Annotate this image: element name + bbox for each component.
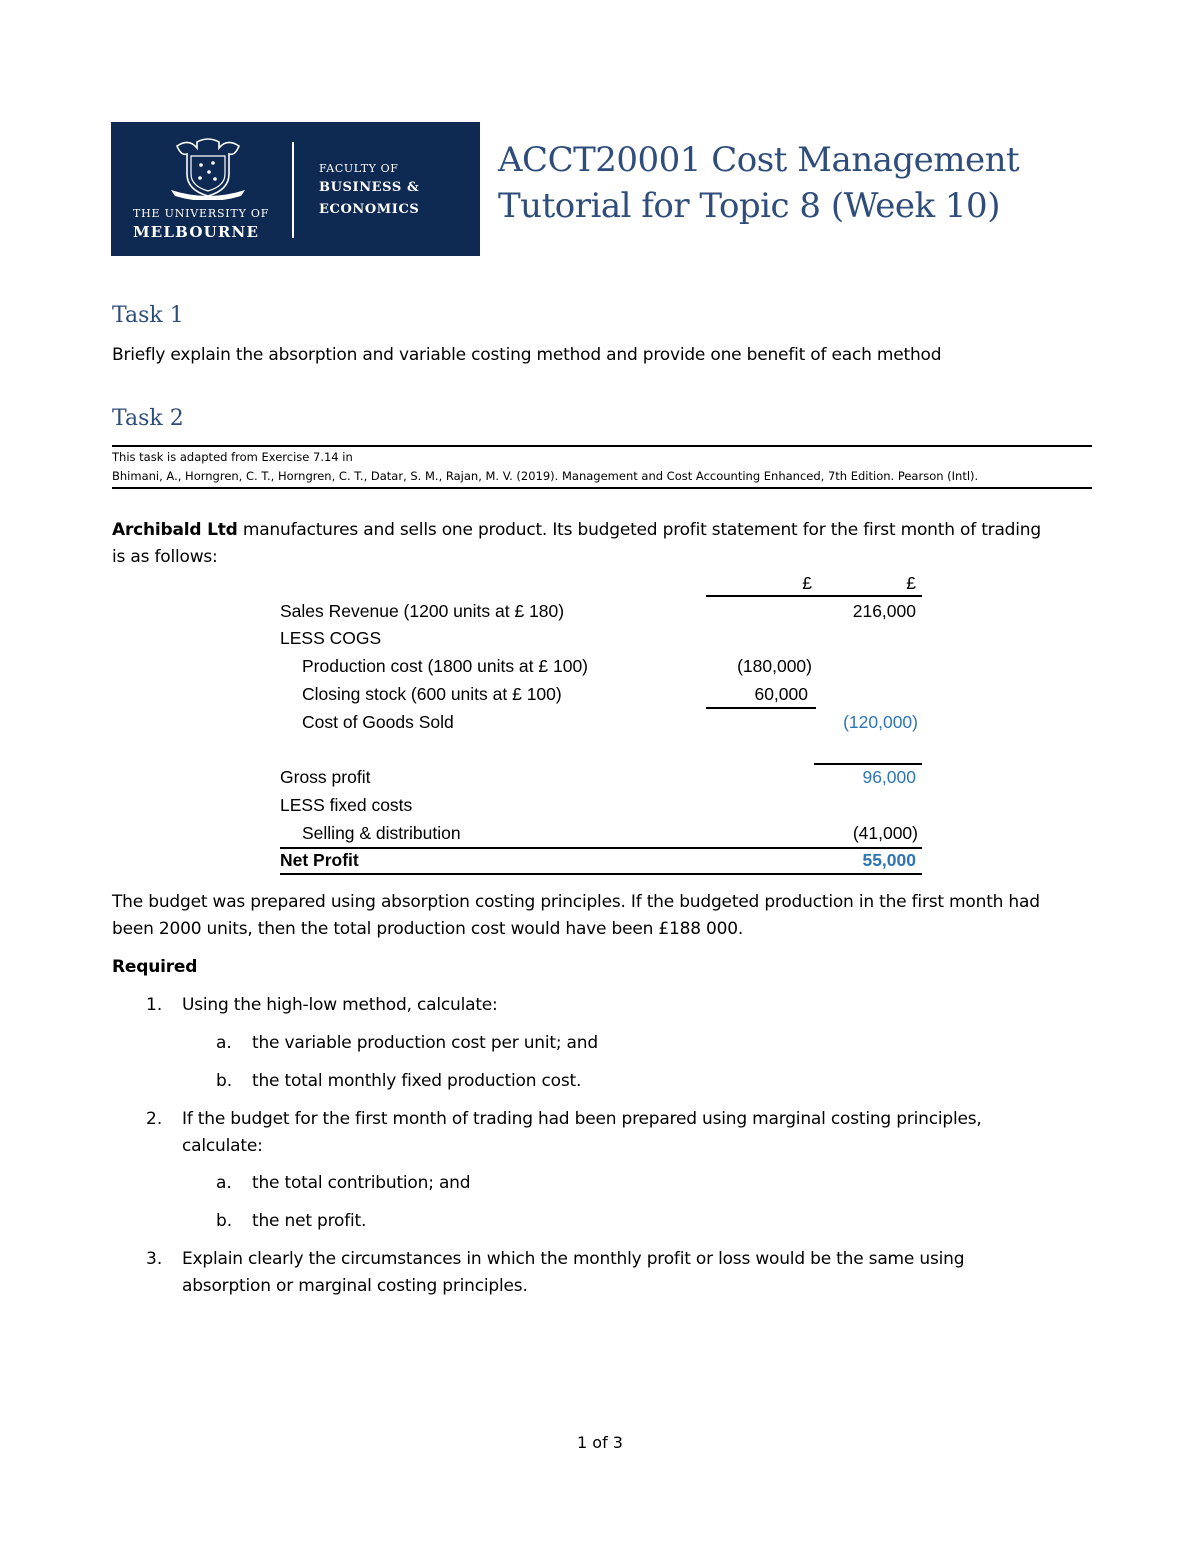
source-line-1: This task is adapted from Exercise 7.14 in	[112, 450, 353, 464]
net-profit-label: Net Profit	[280, 850, 359, 870]
question-1a-letter: a.	[216, 1033, 232, 1053]
cogs-value: (120,000)	[843, 712, 918, 732]
question-2-number: 2.	[146, 1109, 163, 1129]
faculty-line-3: ECONOMICS	[319, 202, 420, 217]
gross-profit-label: Gross profit	[280, 767, 371, 787]
university-crest-icon	[169, 138, 247, 200]
closing-underline	[706, 707, 816, 709]
header-underline	[706, 595, 922, 597]
question-3-text: Explain clearly the circumstances in which the monthly profit or loss would be the same using	[182, 1249, 965, 1269]
task2-intro-rest: manufactures and sells one product. Its budgeted profit statement for the first month of trading	[237, 520, 1041, 540]
question-1a-text: the variable production cost per unit; and	[252, 1033, 598, 1053]
selling-label: Selling & distribution	[302, 823, 461, 843]
selling-value: (41,000)	[852, 823, 918, 843]
net-profit-value: 55,000	[862, 850, 916, 870]
required-heading: Required	[112, 957, 198, 977]
task1-text: Briefly explain the absorption and variable costing method and provide one benefit of each method	[112, 345, 942, 365]
col2-header: £	[906, 573, 916, 593]
less-cogs-label: LESS COGS	[280, 628, 382, 648]
question-3-number: 3.	[146, 1249, 163, 1269]
gross-overline	[814, 763, 922, 765]
source-line-2: Bhimani, A., Horngren, C. T., Horngren, C. T., Datar, S. M., Rajan, M. V. (2019). Management and Cost Accounting Enhanced, 7th Edition. Pearson (Intl).	[112, 469, 979, 483]
net-profit-overline	[280, 847, 922, 849]
closing-stock-label: Closing stock (600 units at £ 100)	[302, 684, 562, 704]
page-title-line-1: ACCT20001 Cost Management	[498, 140, 1020, 180]
production-label: Production cost (1800 units at £ 100)	[302, 656, 589, 676]
question-2b-letter: b.	[216, 1211, 233, 1231]
university-name-big: MELBOURNE	[133, 223, 260, 241]
task2-intro-line2: is as follows:	[112, 547, 218, 567]
question-2a-letter: a.	[216, 1173, 232, 1193]
sales-label: Sales Revenue (1200 units at £ 180)	[280, 601, 565, 621]
question-1-number: 1.	[146, 995, 163, 1015]
source-bottom-rule	[112, 487, 1092, 489]
question-2b-text: the net profit.	[252, 1211, 367, 1231]
col1-header: £	[802, 573, 812, 593]
question-1b-text: the total monthly fixed production cost.	[252, 1071, 582, 1091]
question-2-text: If the budget for the first month of trading had been prepared using marginal costing principles,	[182, 1109, 982, 1129]
university-logo	[111, 122, 480, 256]
faculty-line-2: BUSINESS &	[319, 180, 420, 195]
gross-profit-value: 96,000	[862, 767, 916, 787]
task2-intro	[112, 520, 1041, 540]
budget-paragraph-line1: The budget was prepared using absorption costing principles. If the budgeted production in the first month had	[112, 892, 1040, 912]
task2-heading: Task 2	[112, 406, 184, 431]
company-name: Archibald Ltd	[112, 520, 238, 540]
task1-heading: Task 1	[112, 303, 184, 328]
net-profit-underline	[280, 873, 922, 875]
page-number: 1 of 3	[577, 1433, 623, 1452]
logo-divider	[292, 142, 294, 238]
question-1-text: Using the high-low method, calculate:	[182, 995, 498, 1015]
less-fixed-label: LESS fixed costs	[280, 795, 413, 815]
question-2-text-line2: calculate:	[182, 1136, 263, 1156]
production-value: (180,000)	[737, 656, 812, 676]
question-3-text-line2: absorption or marginal costing principles.	[182, 1276, 528, 1296]
question-2a-text: the total contribution; and	[252, 1173, 471, 1193]
sales-value: 216,000	[852, 601, 916, 621]
question-1b-letter: b.	[216, 1071, 233, 1091]
page-title-line-2: Tutorial for Topic 8 (Week 10)	[498, 186, 1000, 226]
closing-stock-value: 60,000	[754, 684, 808, 704]
budget-paragraph-line2: been 2000 units, then the total production cost would have been £188 000.	[112, 919, 744, 939]
source-top-rule	[112, 445, 1092, 447]
cogs-label: Cost of Goods Sold	[302, 712, 454, 732]
faculty-line-1: FACULTY OF	[319, 162, 399, 175]
university-name-small: THE UNIVERSITY OF	[133, 207, 270, 220]
